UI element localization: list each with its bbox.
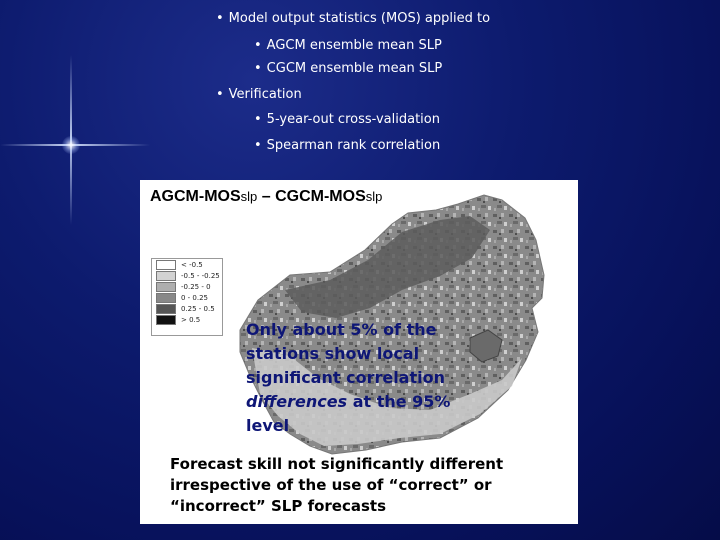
legend-swatch — [156, 260, 176, 270]
legend-item: -0.25 - 0 — [156, 282, 222, 292]
map-title: AGCM-MOSslp – CGCM-MOSslp — [150, 188, 383, 205]
map-legend — [151, 258, 223, 336]
legend-swatch — [156, 293, 176, 303]
bullet-agcm: • AGCM ensemble mean SLP — [254, 38, 442, 53]
legend-swatch — [156, 315, 176, 325]
legend-swatch — [156, 271, 176, 281]
bullet-text: Verification — [228, 87, 302, 102]
legend-item: > 0.5 — [156, 315, 222, 325]
legend-swatch — [156, 282, 176, 292]
bullet-text: CGCM ensemble mean SLP — [266, 61, 443, 76]
legend-item: < -0.5 — [156, 260, 222, 270]
legend-swatch — [156, 304, 176, 314]
bullet-text: Model output statistics (MOS) applied to — [228, 11, 491, 26]
figure-panel — [140, 180, 578, 524]
bullet-verification: • Verification — [216, 87, 302, 102]
legend-item: 0.25 - 0.5 — [156, 304, 222, 314]
lens-flare-core — [62, 136, 80, 154]
legend-item: -0.5 - -0.25 — [156, 271, 222, 281]
legend-item: 0 - 0.25 — [156, 293, 222, 303]
bullet-text: AGCM ensemble mean SLP — [266, 38, 442, 53]
bullet-text: 5-year-out cross-validation — [266, 112, 440, 127]
bullet-text: Spearman rank correlation — [266, 138, 441, 153]
callout-text: Only about 5% of the stations show local significant correlation differences at the 95% level — [246, 320, 451, 435]
bullet-cgcm: • CGCM ensemble mean SLP — [254, 61, 443, 76]
bullet-mos: • Model output statistics (MOS) applied to — [216, 11, 491, 26]
bullet-spearman: • Spearman rank correlation — [254, 138, 441, 153]
conclusion-text: Forecast skill not significantly different irrespective of the use of “correct” or “incorrect” SLP forecasts — [170, 455, 504, 515]
bullet-cross-validation: • 5-year-out cross-validation — [254, 112, 440, 127]
